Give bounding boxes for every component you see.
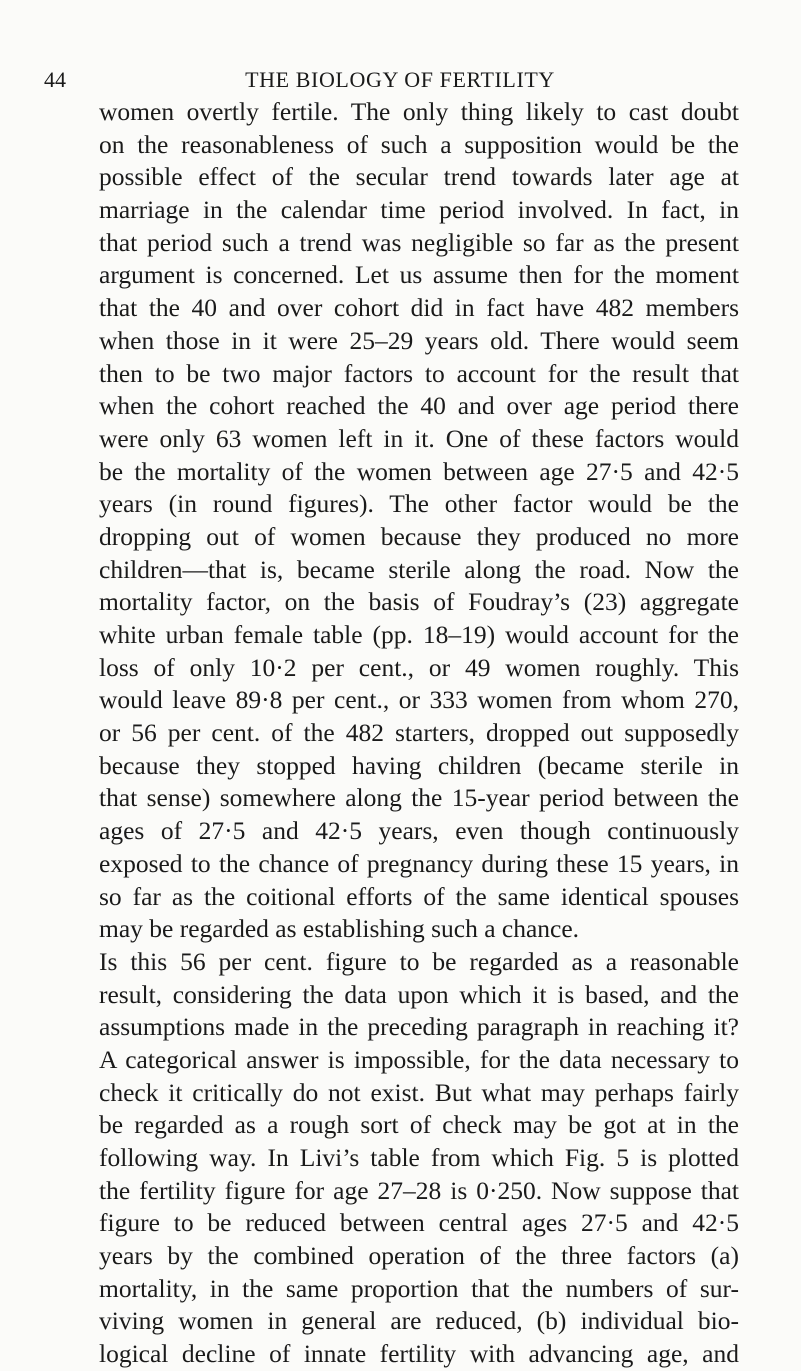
text-line: dropping out of women because they produced no more <box>99 521 739 551</box>
text-line: assumptions made in the preceding paragraph in reaching it? <box>99 1012 739 1042</box>
text-line: viving women in general are reduced, (b) individual bio- <box>99 1306 739 1336</box>
body-text <box>99 96 739 1371</box>
text-line: then to be two major factors to account for the result that <box>99 358 739 388</box>
text-line: the fertility figure for age 27–28 is 0·250. Now suppose that <box>99 1175 739 1205</box>
text-line: possible effect of the secular trend towards later age at <box>99 162 739 192</box>
text-line: children—that is, became sterile along the road. Now the <box>99 554 739 584</box>
text-line: that the 40 and over cohort did in fact have 482 members <box>99 293 739 323</box>
text-line: on the reasonableness of such a supposition would be the <box>99 129 739 159</box>
text-line: be the mortality of the women between age 27·5 and 42·5 <box>99 456 739 486</box>
text-line: following way. In Livi’s table from which Fig. 5 is plotted <box>99 1143 739 1172</box>
text-line: that sense) somewhere along the 15-year period between the <box>99 783 739 813</box>
text-line: would leave 89·8 per cent., or 333 women from whom 270, <box>99 685 739 715</box>
text-line: A categorical answer is impossible, for the data necessary to <box>99 1044 739 1074</box>
text-line: check it critically do not exist. But what may perhaps fairly <box>99 1077 739 1107</box>
text-line: exposed to the chance of pregnancy during these 15 years, in <box>99 848 739 878</box>
text-line: women overtly fertile. The only thing likely to cast doubt <box>99 97 739 126</box>
text-line: marriage in the calendar time period involved. In fact, in <box>99 195 739 225</box>
text-line: mortality, in the same proportion that the numbers of sur- <box>99 1273 739 1303</box>
text-line: argument is concerned. Let us assume then for the moment <box>99 260 739 290</box>
text-line: years (in round figures). The other factor would be the <box>99 489 739 519</box>
text-line: when the cohort reached the 40 and over age period there <box>99 391 739 421</box>
text-line: mortality factor, on the basis of Foudray’s (23) aggregate <box>99 587 739 617</box>
text-line: result, considering the data upon which it is based, and the <box>99 979 739 1009</box>
text-line: or 56 per cent. of the 482 starters, dropped out supposedly <box>99 718 739 748</box>
text-line: because they stopped having children (became sterile in <box>99 750 739 780</box>
running-head: THE BIOLOGY OF FERTILITY <box>245 67 555 92</box>
text-line: so far as the coitional efforts of the same identical spouses <box>99 881 739 911</box>
page-number: 44 <box>44 67 66 92</box>
text-line: were only 63 women left in it. One of these factors would <box>99 423 739 453</box>
text-line: logical decline of innate fertility with advancing age, and <box>99 1339 739 1369</box>
text-line: years by the combined operation of the three factors (a) <box>99 1241 739 1271</box>
text-line: Is this 56 per cent. figure to be regarded as a reasonable <box>99 946 739 976</box>
text-line: loss of only 10·2 per cent., or 49 women roughly. This <box>99 652 739 682</box>
text-line: may be regarded as establishing such a chance. <box>99 914 580 944</box>
text-line: be regarded as a rough sort of check may be got at in the <box>99 1110 739 1140</box>
text-line: white urban female table (pp. 18–19) would account for the <box>99 620 739 649</box>
text-line: figure to be reduced between central ages 27·5 and 42·5 <box>99 1208 739 1238</box>
text-line: when those in it were 25–29 years old. There would seem <box>99 325 739 355</box>
text-line: that period such a trend was negligible so far as the present <box>99 227 739 257</box>
text-line: ages of 27·5 and 42·5 years, even though continuously <box>99 816 739 846</box>
